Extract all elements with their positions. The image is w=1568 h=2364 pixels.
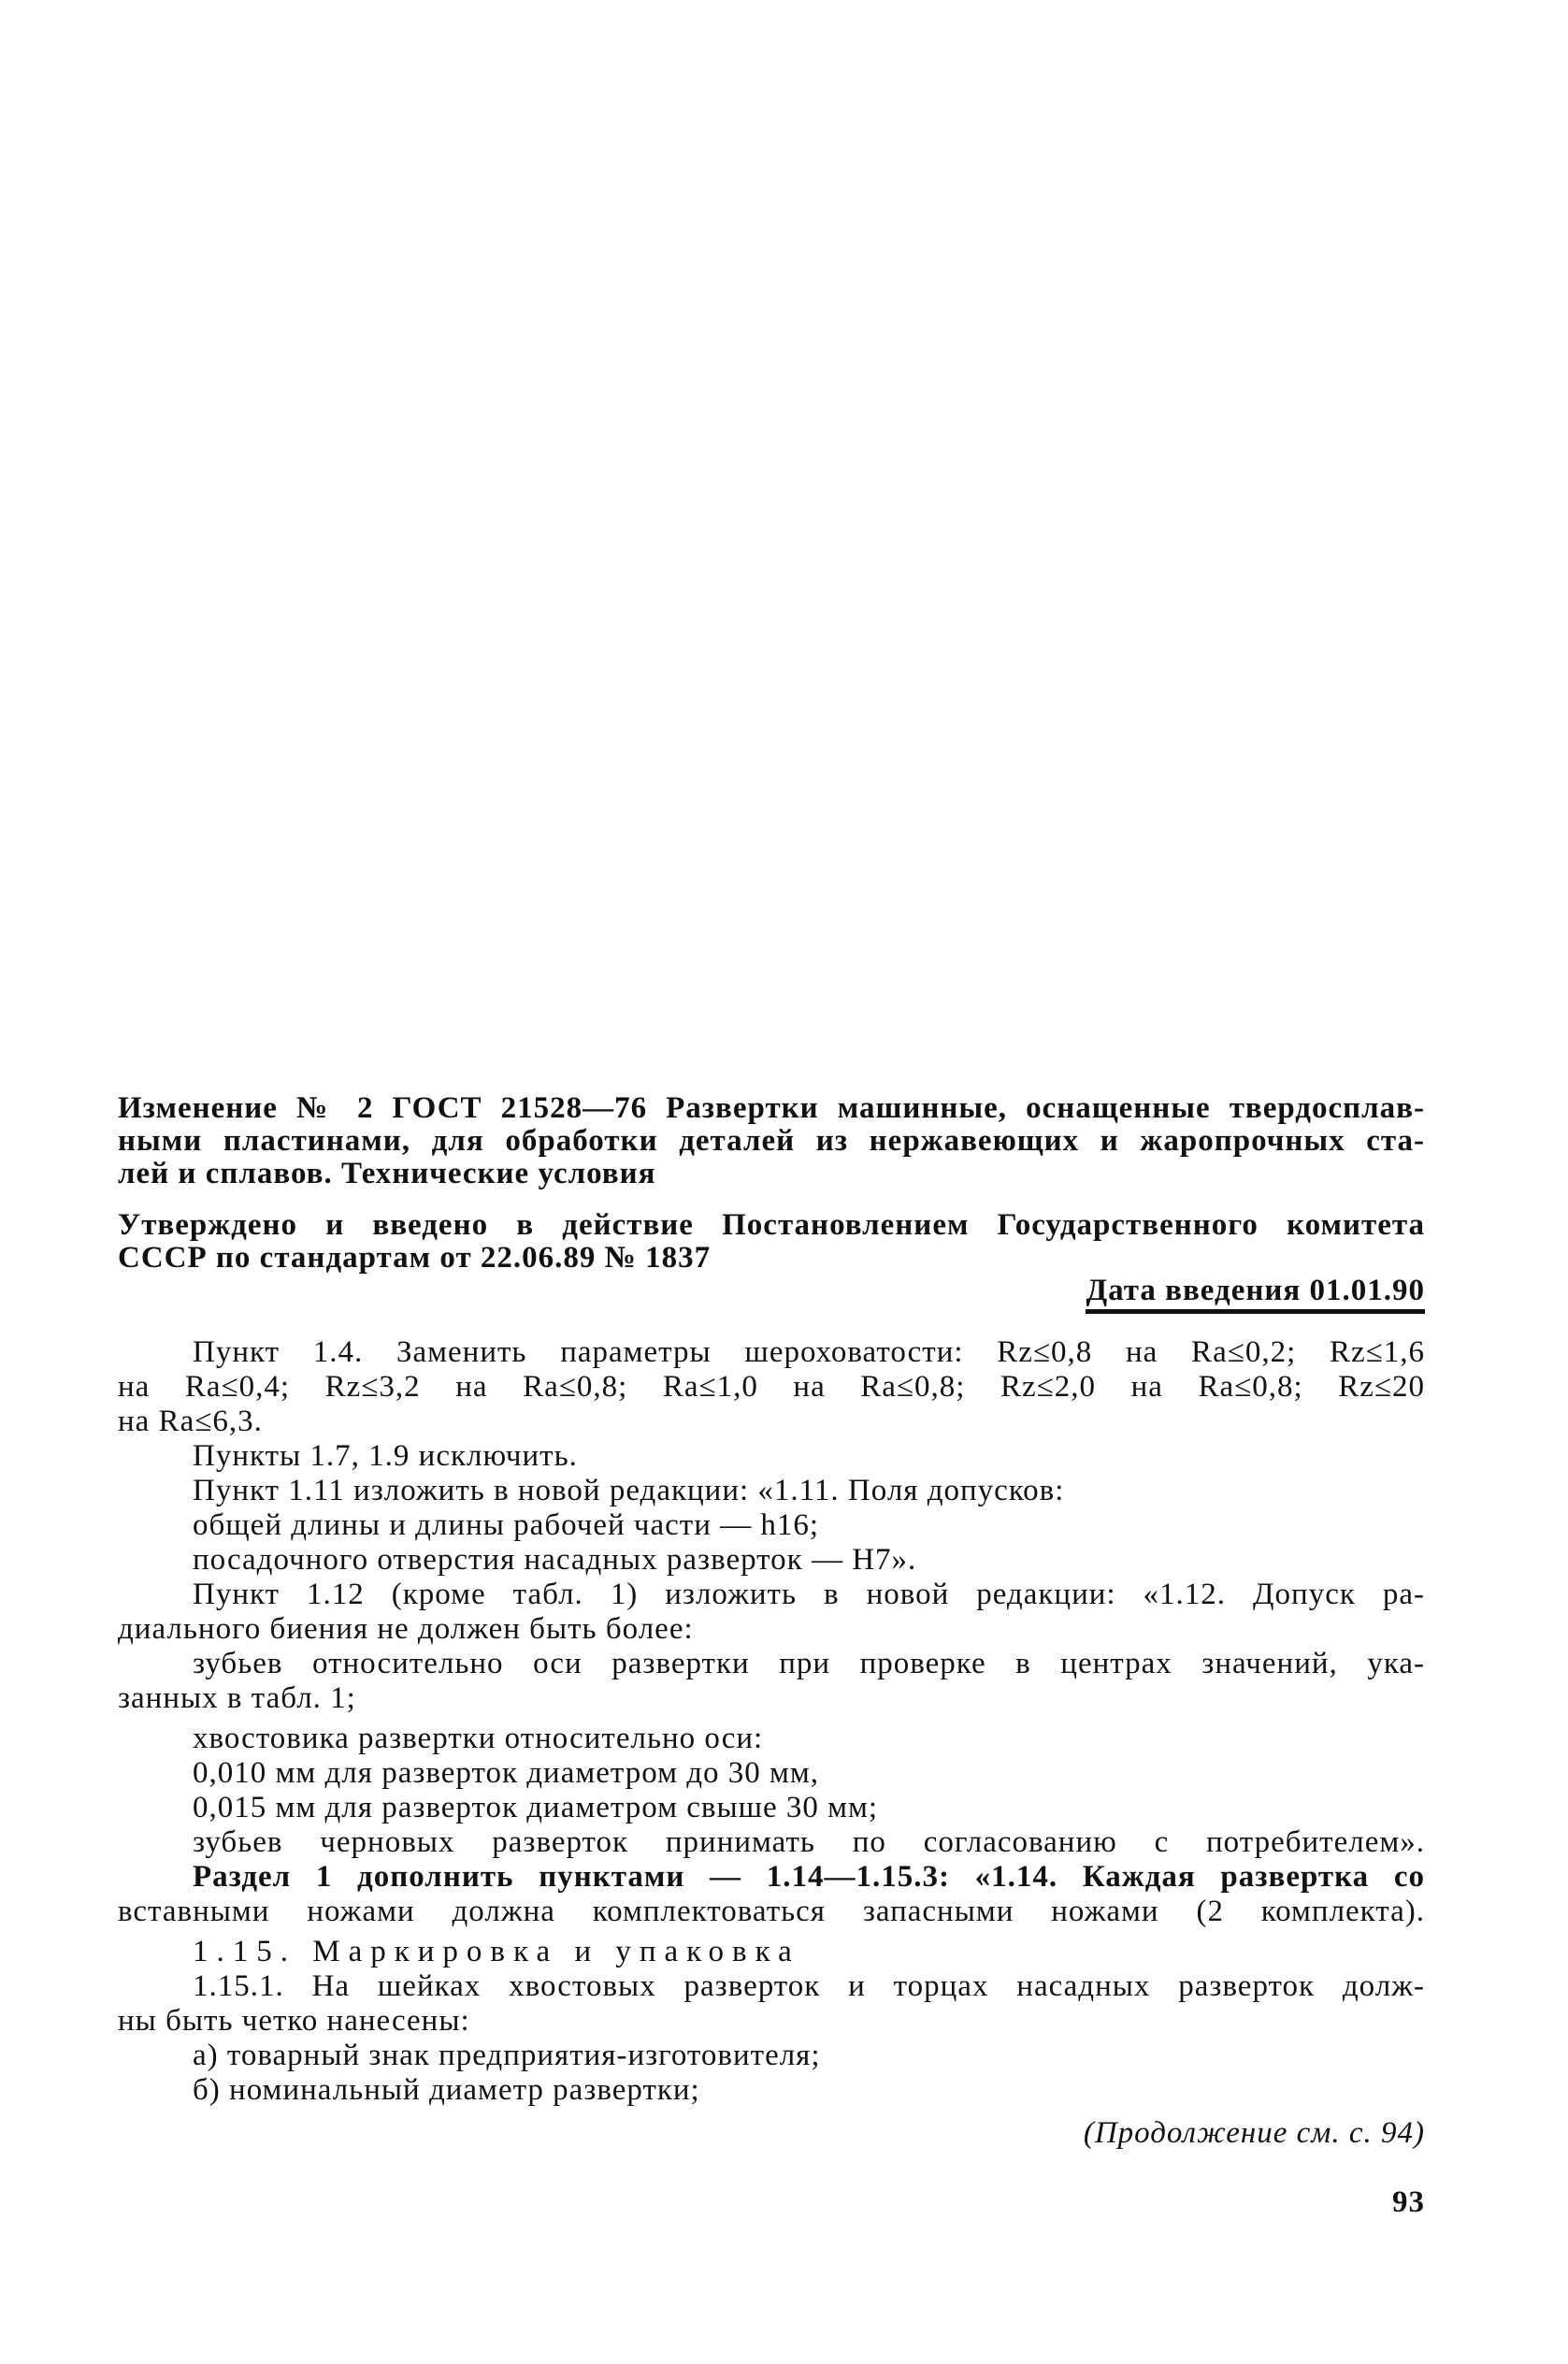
document-title bbox=[118, 1092, 1425, 1190]
section-heading: 1.15. Маркировка и упаковка bbox=[193, 1935, 800, 1968]
title-line: лей и сплавов. Технические условия bbox=[118, 1157, 656, 1190]
paragraph-line: общей длины и длины рабочей части — h16; bbox=[193, 1508, 820, 1542]
document-body bbox=[118, 1335, 1425, 2108]
paragraph-line: зубьев относительно оси развертки при проверке в центрах значений, ука- bbox=[193, 1647, 1425, 1680]
paragraph-line: на Ra≤0,4; Rz≤3,2 на Ra≤0,8; Ra≤1,0 на Ra≤0,8; Rz≤2,0 на Ra≤0,8; Rz≤20 bbox=[118, 1370, 1425, 1404]
paragraph-line: ны быть четко нанесены: bbox=[118, 2004, 470, 2038]
paragraph-line: 1.15.1. На шейках хвостовых разверток и торцах насадных разверток долж- bbox=[193, 1969, 1425, 2003]
paragraph-line: занных в табл. 1; bbox=[118, 1681, 356, 1715]
paragraph-line: диального биения не должен быть более: bbox=[118, 1612, 694, 1646]
paragraph-line: Пункты 1.7, 1.9 исключить. bbox=[193, 1439, 578, 1473]
title-line: Изменение № 2 ГОСТ 21528—76 Развертки машинные, оснащенные твердосплав- bbox=[118, 1091, 1425, 1125]
paragraph-line: хвостовика развертки относительно оси: bbox=[193, 1722, 764, 1755]
page-number bbox=[118, 2186, 1425, 2219]
page-number-text: 93 bbox=[1392, 2185, 1425, 2219]
continuation-text: (Продолжение см. с. 94) bbox=[1083, 2116, 1425, 2150]
list-item: а) товарный знак предприятия-изготовителя; bbox=[193, 2039, 821, 2072]
paragraph-line: 0,015 мм для разверток диаметром свыше 30 мм; bbox=[193, 1791, 879, 1824]
paragraph-line: вставными ножами должна комплектоваться запасными ножами (2 комплекта). bbox=[118, 1895, 1425, 1928]
effective-date-text: Дата введения 01.01.90 bbox=[1086, 1274, 1425, 1314]
continuation-note bbox=[118, 2117, 1425, 2150]
paragraph-line: посадочного отверстия насадных разверток — H7». bbox=[193, 1543, 917, 1577]
paragraph-line: Раздел 1 дополнить пунктами — 1.14—1.15.3: «1.14. Каждая развертка со bbox=[193, 1860, 1425, 1894]
paragraph-line: Пункт 1.11 изложить в новой редакции: «1.11. Поля допусков: bbox=[193, 1474, 1065, 1507]
paragraph-line: Пункт 1.4. Заменить параметры шероховатости: Rz≤0,8 на Ra≤0,2; Rz≤1,6 bbox=[193, 1335, 1425, 1369]
list-item: б) номинальный диаметр развертки; bbox=[193, 2073, 700, 2107]
paragraph-line: Пункт 1.12 (кроме табл. 1) изложить в новой редакции: «1.12. Допуск ра- bbox=[193, 1578, 1425, 1611]
approval-note bbox=[118, 1209, 1425, 1275]
paragraph-line: 0,010 мм для разверток диаметром до 30 мм, bbox=[193, 1756, 820, 1790]
effective-date bbox=[118, 1275, 1425, 1307]
paragraph-line: зубьев черновых разверток принимать по согласованию с потребителем». bbox=[193, 1825, 1425, 1859]
title-line: ными пластинами, для обработки деталей из нержавеющих и жаропрочных ста- bbox=[118, 1124, 1425, 1158]
approval-line: СССР по стандартам от 22.06.89 № 1837 bbox=[118, 1241, 712, 1275]
approval-line: Утверждено и введено в действие Постановлением Государственного комитета bbox=[118, 1208, 1425, 1242]
paragraph-line: на Ra≤6,3. bbox=[118, 1405, 263, 1438]
